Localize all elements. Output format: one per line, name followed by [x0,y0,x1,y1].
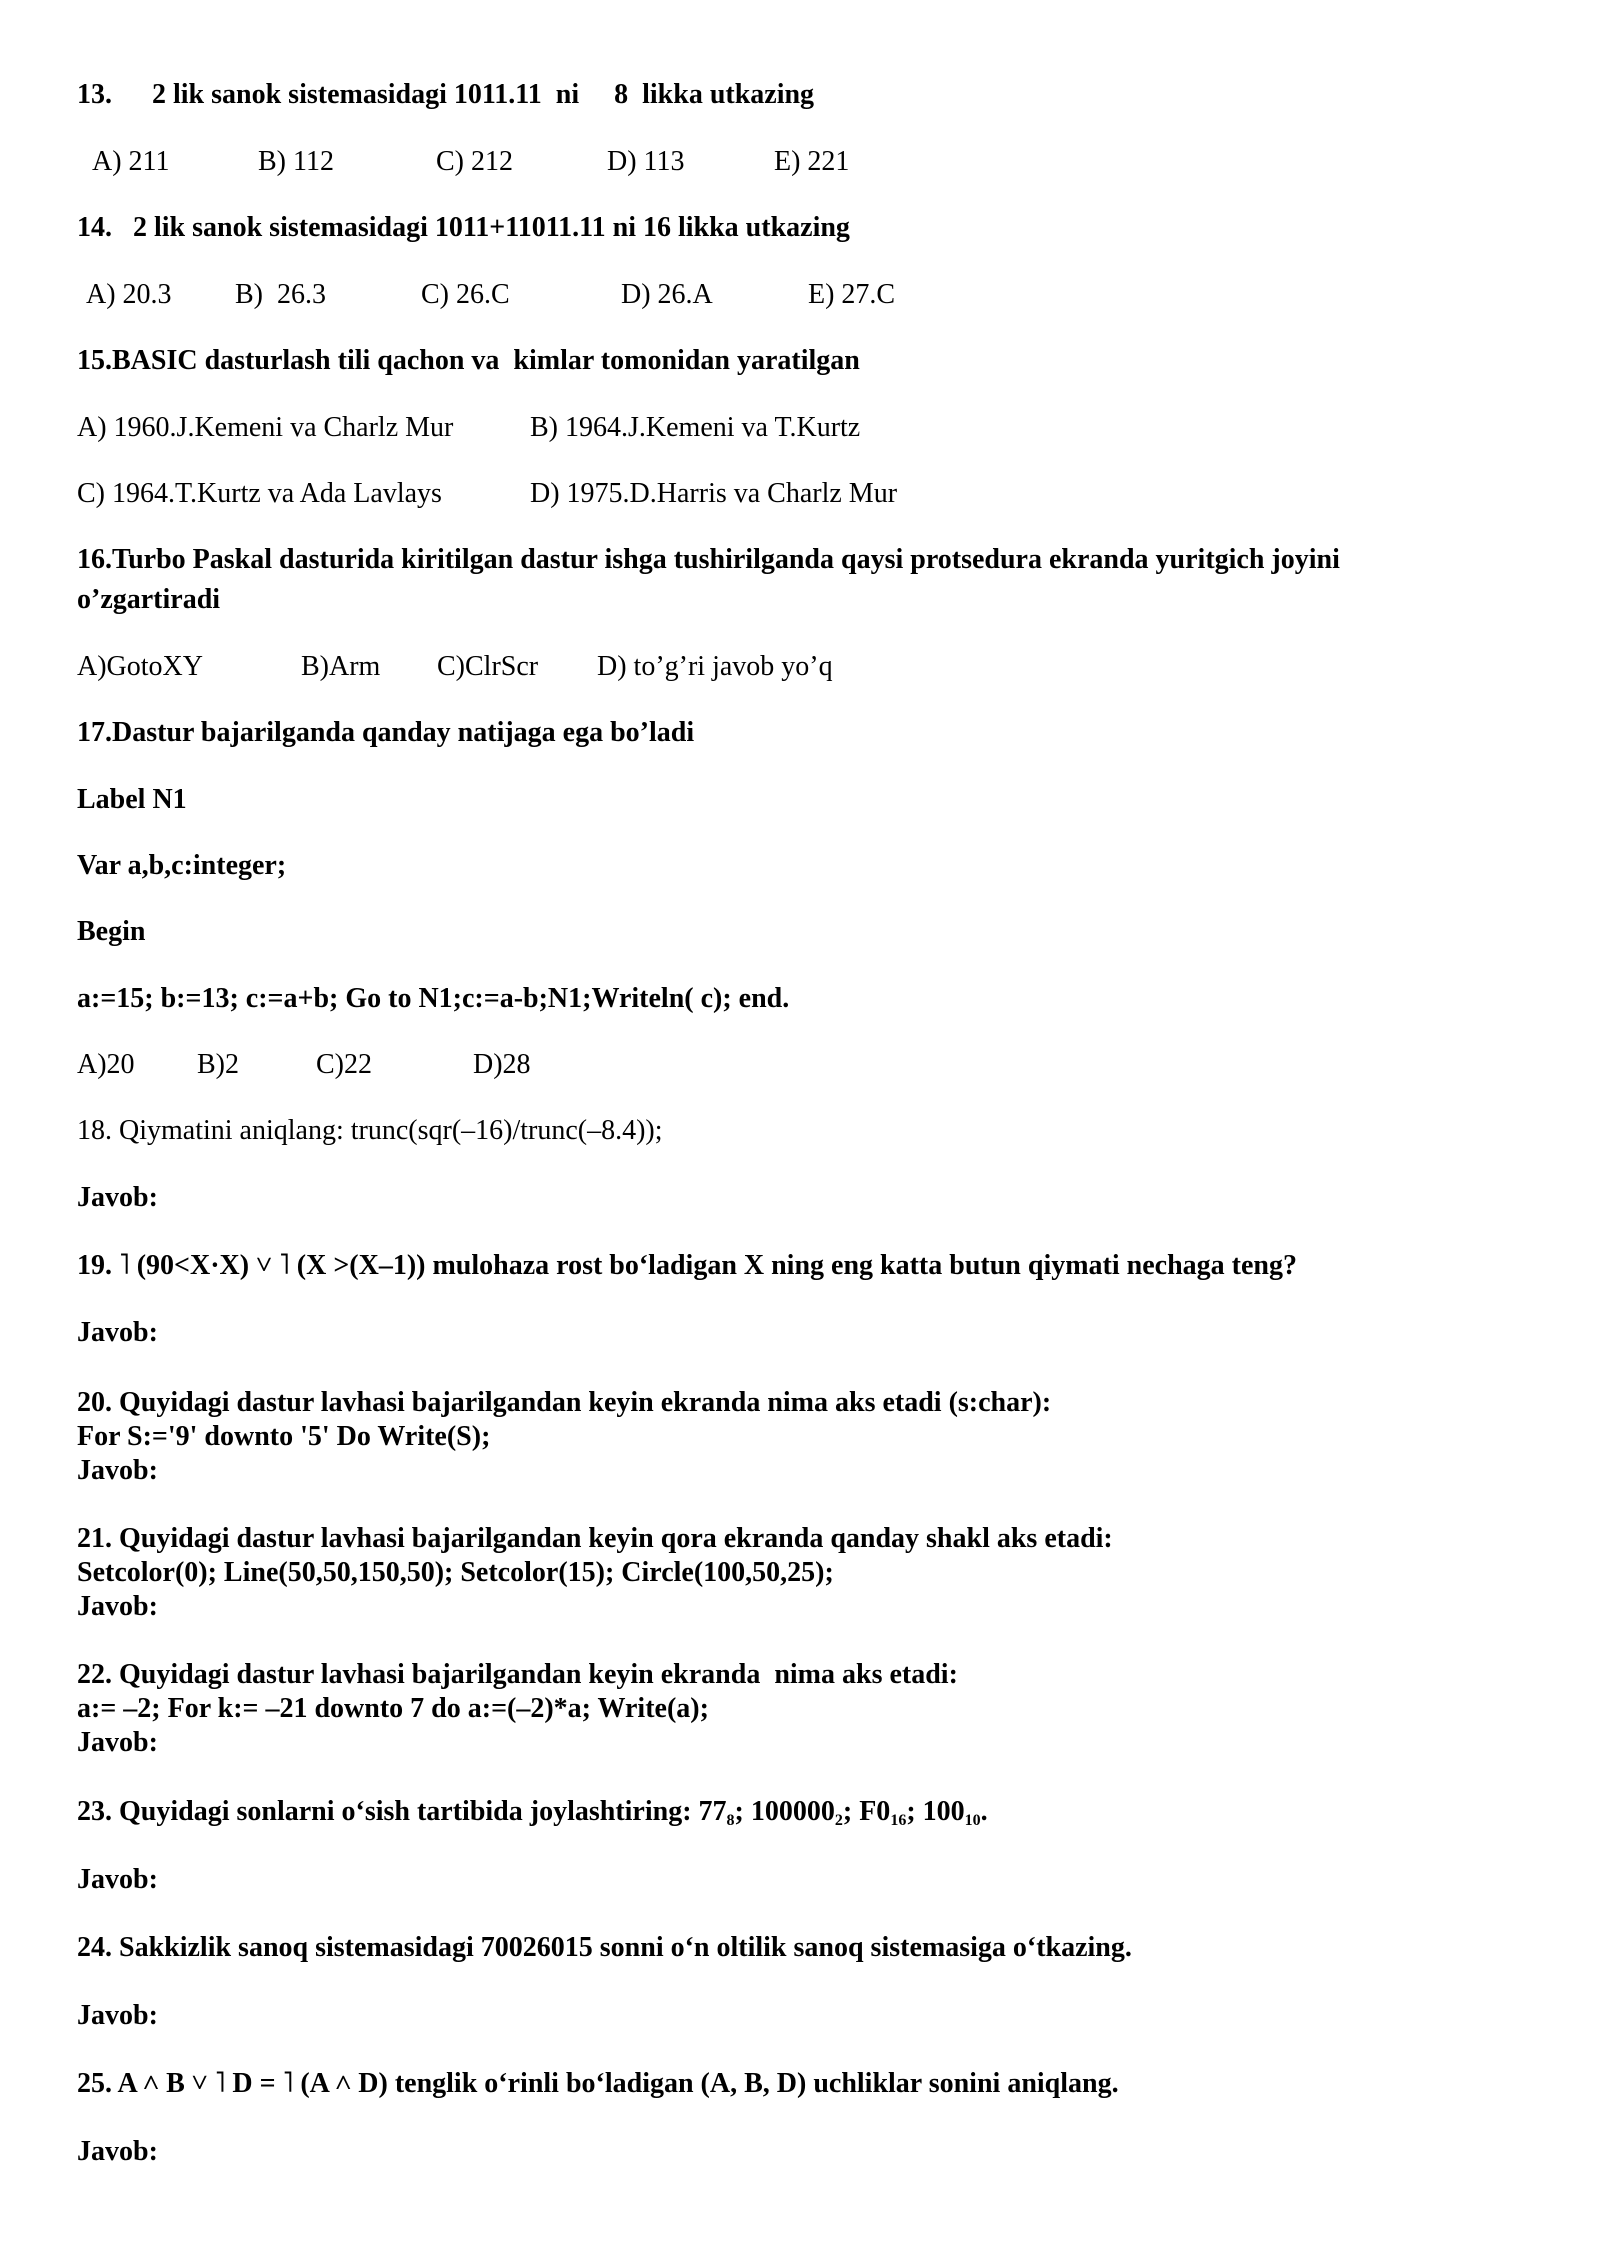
q16-option-b: B)Arm [301,651,381,682]
q13-number: 13. [77,79,112,110]
q14-option-a: A) 20.3 [86,279,172,310]
q23-answer-label: Javob: [77,1864,158,1895]
q23-base-1: 8 [726,1812,735,1829]
q14-option-d: D) 26.A [621,279,713,310]
q17-code-line3: Begin [77,916,146,947]
q14-option-e: E) 27.C [808,279,896,310]
q22-code: a:= –2; For k:= –21 downto 7 do a:=(–2)*a; Write(a); [77,1693,709,1724]
q17-option-c: C)22 [316,1049,372,1080]
q23-question [77,1795,988,1829]
q23-number-3: F0 [859,1796,891,1827]
q23-base-4: 10 [964,1812,981,1829]
q20-question: 20. Quyidagi dastur lavhasi bajarilgandan keyin ekranda nima aks etadi (s:char): [77,1387,1052,1418]
q17-code-line2: Var a,b,c:integer; [77,850,287,881]
q17-code-line4: a:=15; b:=13; c:=a+b; Go to N1;c:=a-b;N1;Writeln( c); end. [77,983,790,1014]
q17-option-d: D)28 [473,1049,531,1080]
q22-question: 22. Quyidagi dastur lavhasi bajarilgandan keyin ekranda nima aks etadi: [77,1659,958,1690]
q23-base-3: 16 [890,1812,907,1829]
q13-option-b: B) 112 [258,146,334,177]
q16-question-line1: 16.Turbo Paskal dasturida kiritilgan dastur ishga tushirilganda qaysi protsedura ekranda yuritgich joyini [77,544,1340,575]
q23-base-2: 2 [834,1812,843,1829]
q23-end: . [980,1796,988,1827]
q14-option-c: C) 26.C [421,279,510,310]
q17-question: 17.Dastur bajarilganda qanday natijaga ega bo’ladi [77,717,695,748]
q13-option-d: D) 113 [607,146,685,177]
q25-answer-label: Javob: [77,2136,158,2167]
q23-number-1: 77 [698,1796,727,1827]
q23-separator: ; [906,1796,923,1827]
q17-option-a: A)20 [77,1049,135,1080]
q13-option-e: E) 221 [774,146,850,177]
q16-option-a: A)GotoXY [77,651,203,682]
q18-answer-label: Javob: [77,1182,158,1213]
q20-answer-label: Javob: [77,1455,158,1486]
q21-code: Setcolor(0); Line(50,50,150,50); Setcolor(15); Circle(100,50,25); [77,1557,834,1588]
q15-option-b: B) 1964.J.Kemeni va T.Kurtz [530,412,861,443]
q16-option-c: C)ClrScr [437,651,539,682]
q22-answer-label: Javob: [77,1727,158,1758]
q23-prefix: 23. Quyidagi sonlarni o‘sish tartibida joylashtiring: [77,1796,699,1827]
q17-code-line1: Label N1 [77,784,187,815]
q23-number-2: 100000 [750,1796,835,1827]
q15-question: 15.BASIC dasturlash tili qachon va kimlar tomonidan yaratilgan [77,345,860,376]
q13-question: 2 lik sanok sistemasidagi 1011.11 ni 8 likka utkazing [152,79,815,110]
q20-code: For S:='9' downto '5' Do Write(S); [77,1421,491,1452]
q13-option-a: A) 211 [92,146,170,177]
q23-separator: ; [842,1796,860,1827]
q16-option-d: D) to’g’ri javob yo’q [597,651,833,682]
q21-answer-label: Javob: [77,1591,158,1622]
q16-question-line2: o’zgartiradi [77,584,221,615]
q21-question: 21. Quyidagi dastur lavhasi bajarilgandan keyin qora ekranda qanday shakl aks etadi: [77,1523,1113,1554]
q19-question: 19. ˥ (90<X·X) ˅ ˥ (X >(X–1)) mulohaza rost bo‘ladigan X ning eng katta butun qiymati nechaga teng? [77,1250,1297,1281]
q23-separator: ; [734,1796,751,1827]
q14-question: 14. 2 lik sanok sistemasidagi 1011+11011.11 ni 16 likka utkazing [77,212,850,243]
q24-question: 24. Sakkizlik sanoq sistemasidagi 70026015 sonni o‘n oltilik sanoq sistemasiga o‘tkazing. [77,1932,1132,1963]
q19-answer-label: Javob: [77,1317,158,1348]
q24-answer-label: Javob: [77,2000,158,2031]
q23-number-4: 100 [922,1796,965,1827]
q15-option-c: C) 1964.T.Kurtz va Ada Lavlays [77,478,442,509]
q25-question: 25. A ˄ B ˅ ˥ D = ˥ (A ˄ D) tenglik o‘rinli bo‘ladigan (A, B, D) uchliklar sonini aniqlang. [77,2068,1119,2099]
q15-option-d: D) 1975.D.Harris va Charlz Mur [530,478,898,509]
q13-option-c: C) 212 [436,146,513,177]
q15-option-a: A) 1960.J.Kemeni va Charlz Mur [77,412,454,443]
q17-option-b: B)2 [197,1049,239,1080]
q18-question: 18. Qiymatini aniqlang: trunc(sqr(–16)/trunc(–8.4)); [77,1115,663,1146]
q14-option-b: B) 26.3 [235,279,326,310]
